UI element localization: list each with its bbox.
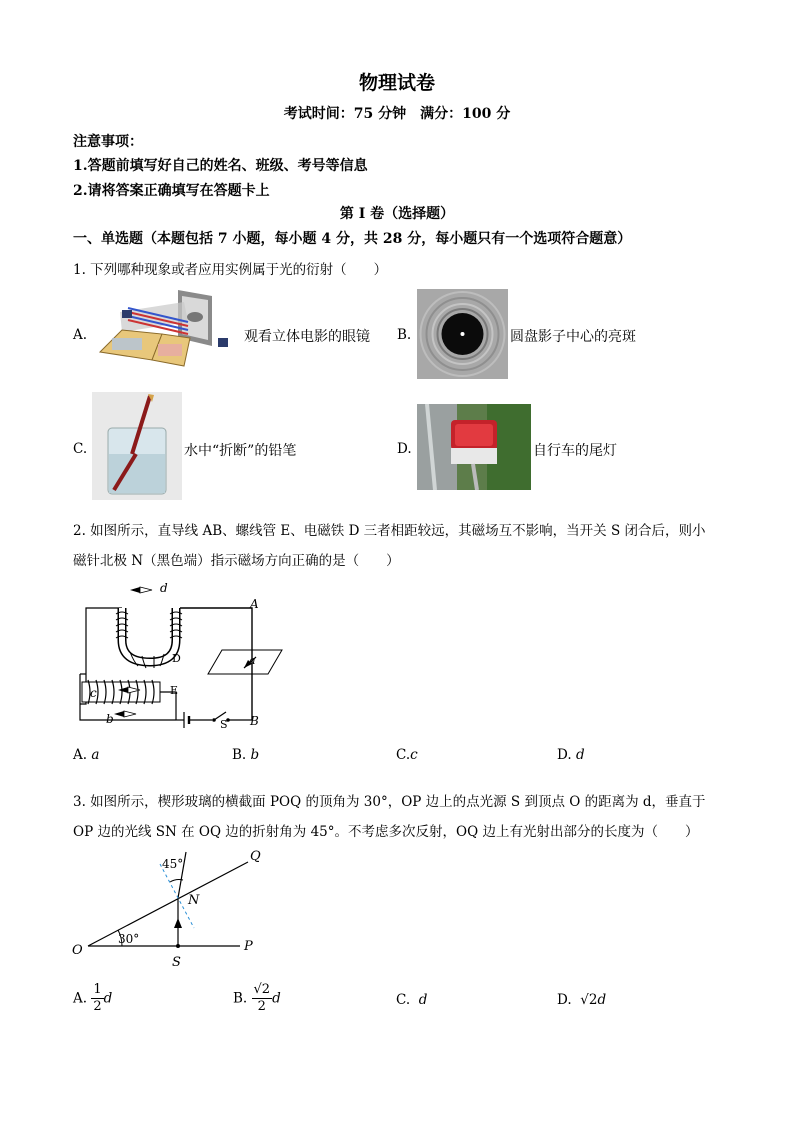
q3-option-b-den: 2 xyxy=(257,999,266,1014)
q2-figure xyxy=(76,578,296,734)
q2-option-b-value: b xyxy=(250,747,260,763)
q2-label-e: E xyxy=(170,684,179,697)
q2-option-a-letter: A. xyxy=(73,747,88,763)
page-title: 物理试卷 xyxy=(358,72,435,94)
q2-option-b-letter: B. xyxy=(232,747,247,763)
note-item-1: 1.答题前填写好自己的姓名、班级、考号等信息 xyxy=(73,158,368,174)
q3-option-b xyxy=(233,982,281,1015)
q3-point-s xyxy=(176,944,180,948)
q3-label-o: O xyxy=(72,943,83,958)
q2-option-a xyxy=(73,747,99,763)
q2-option-c-value: c xyxy=(410,747,418,763)
q2-wire-ab xyxy=(180,608,252,720)
q1-option-b-image xyxy=(417,289,508,379)
q3-label-s: S xyxy=(172,955,181,970)
q2-option-b xyxy=(232,747,259,763)
q2-option-d-value: d xyxy=(575,747,585,763)
q1-option-b-caption: 圆盘影子中心的亮斑 xyxy=(510,329,636,345)
q3-label-q: Q xyxy=(250,849,261,864)
q3-option-d-var: d xyxy=(597,992,607,1008)
q2-label-a: a xyxy=(249,654,256,667)
q2-needle-d xyxy=(130,587,140,593)
q2-needle-b xyxy=(114,711,124,717)
q3-option-b-letter: B. xyxy=(233,990,248,1007)
q2-option-c xyxy=(396,747,418,763)
q2-option-d xyxy=(557,747,585,763)
q2-plane xyxy=(208,650,282,674)
q2-option-d-letter: D. xyxy=(557,747,572,763)
note-item-2: 2.请将答案正确填写在答题卡上 xyxy=(73,183,270,199)
q1-stem: 1. 下列哪种现象或者应用实例属于光的衍射（ ） xyxy=(73,262,388,278)
q1-option-b-letter: B. xyxy=(397,327,412,343)
q1-option-a-image xyxy=(92,282,242,382)
q2-option-a-value: a xyxy=(91,747,100,763)
q3-option-a xyxy=(73,982,112,1015)
section-title: 第 I 卷（选择题） xyxy=(339,206,455,222)
q3-option-a-var: d xyxy=(103,990,113,1007)
q1-option-c-caption: 水中“折断”的铅笔 xyxy=(184,443,297,459)
q2-stem-line2: 磁针北极 N（黑色端）指示磁场方向正确的是（ ） xyxy=(73,553,400,569)
section-heading: 一、单选题（本题包括 7 小题，每小题 4 分，共 28 分，每小题只有一个选项符合题意） xyxy=(73,231,632,247)
q3-option-a-den: 2 xyxy=(93,999,102,1014)
q3-option-b-fraction xyxy=(252,982,273,1015)
q2-label-electromagnet: D xyxy=(172,652,181,665)
q3-stem-line1: 3. 如图所示，楔形玻璃的横截面 POQ 的顶角为 30°，OP 边上的点光源 S 到顶点 O 的距离为 d，垂直于 xyxy=(73,794,706,810)
q2-label-b-end: B xyxy=(250,714,259,728)
q2-label-s: S xyxy=(220,718,228,731)
q1-option-d-letter: D. xyxy=(397,441,412,457)
q3-option-a-fraction xyxy=(91,982,103,1015)
q1-option-c-image xyxy=(92,392,182,500)
q3-figure xyxy=(70,846,280,972)
q3-option-c-var: d xyxy=(418,992,428,1008)
q2-stem-line1: 2. 如图所示，直导线 AB、螺线管 E、电磁铁 D 三者相距较远，其磁场互不影响，当开关 S 闭合后，则小 xyxy=(73,523,706,539)
q2-option-c-letter: C. xyxy=(396,747,411,763)
q3-option-b-num: √2 xyxy=(253,982,271,997)
q1-option-d-image xyxy=(417,404,531,490)
q3-option-d xyxy=(557,992,606,1008)
q3-option-d-radical: √2 xyxy=(580,992,598,1008)
q3-option-a-num: 1 xyxy=(93,982,102,997)
q2-label-c: c xyxy=(90,686,97,700)
q3-label-30: 30° xyxy=(118,932,140,946)
q1-option-a-letter: A. xyxy=(73,327,88,343)
q3-label-p: P xyxy=(244,939,253,954)
q3-option-a-letter: A. xyxy=(73,990,88,1007)
q3-label-45: 45° xyxy=(162,857,184,871)
q3-edge-oq xyxy=(88,862,248,946)
q1-option-c-letter: C. xyxy=(73,441,88,457)
q3-option-c xyxy=(396,992,427,1008)
q3-option-c-letter: C. xyxy=(396,992,411,1008)
q3-stem-line2: OP 边的光线 SN 在 OQ 边的折射角为 45°。不考虑多次反射，OQ 边上有光射出部分的长度为（ ） xyxy=(73,824,699,840)
q3-option-b-var: d xyxy=(272,990,281,1007)
q2-label-d: d xyxy=(160,581,168,595)
q2-label-b: b xyxy=(106,712,114,726)
q1-option-d-caption: 自行车的尾灯 xyxy=(533,443,617,459)
notes-heading: 注意事项： xyxy=(73,134,143,150)
q1-option-a-caption: 观看立体电影的眼镜 xyxy=(244,329,370,345)
q3-label-n: N xyxy=(188,893,200,908)
q2-label-a-end: A xyxy=(250,597,259,611)
exam-info: 考试时间：75 分钟 满分：100 分 xyxy=(283,106,511,122)
q3-option-d-letter: D. xyxy=(557,992,572,1008)
